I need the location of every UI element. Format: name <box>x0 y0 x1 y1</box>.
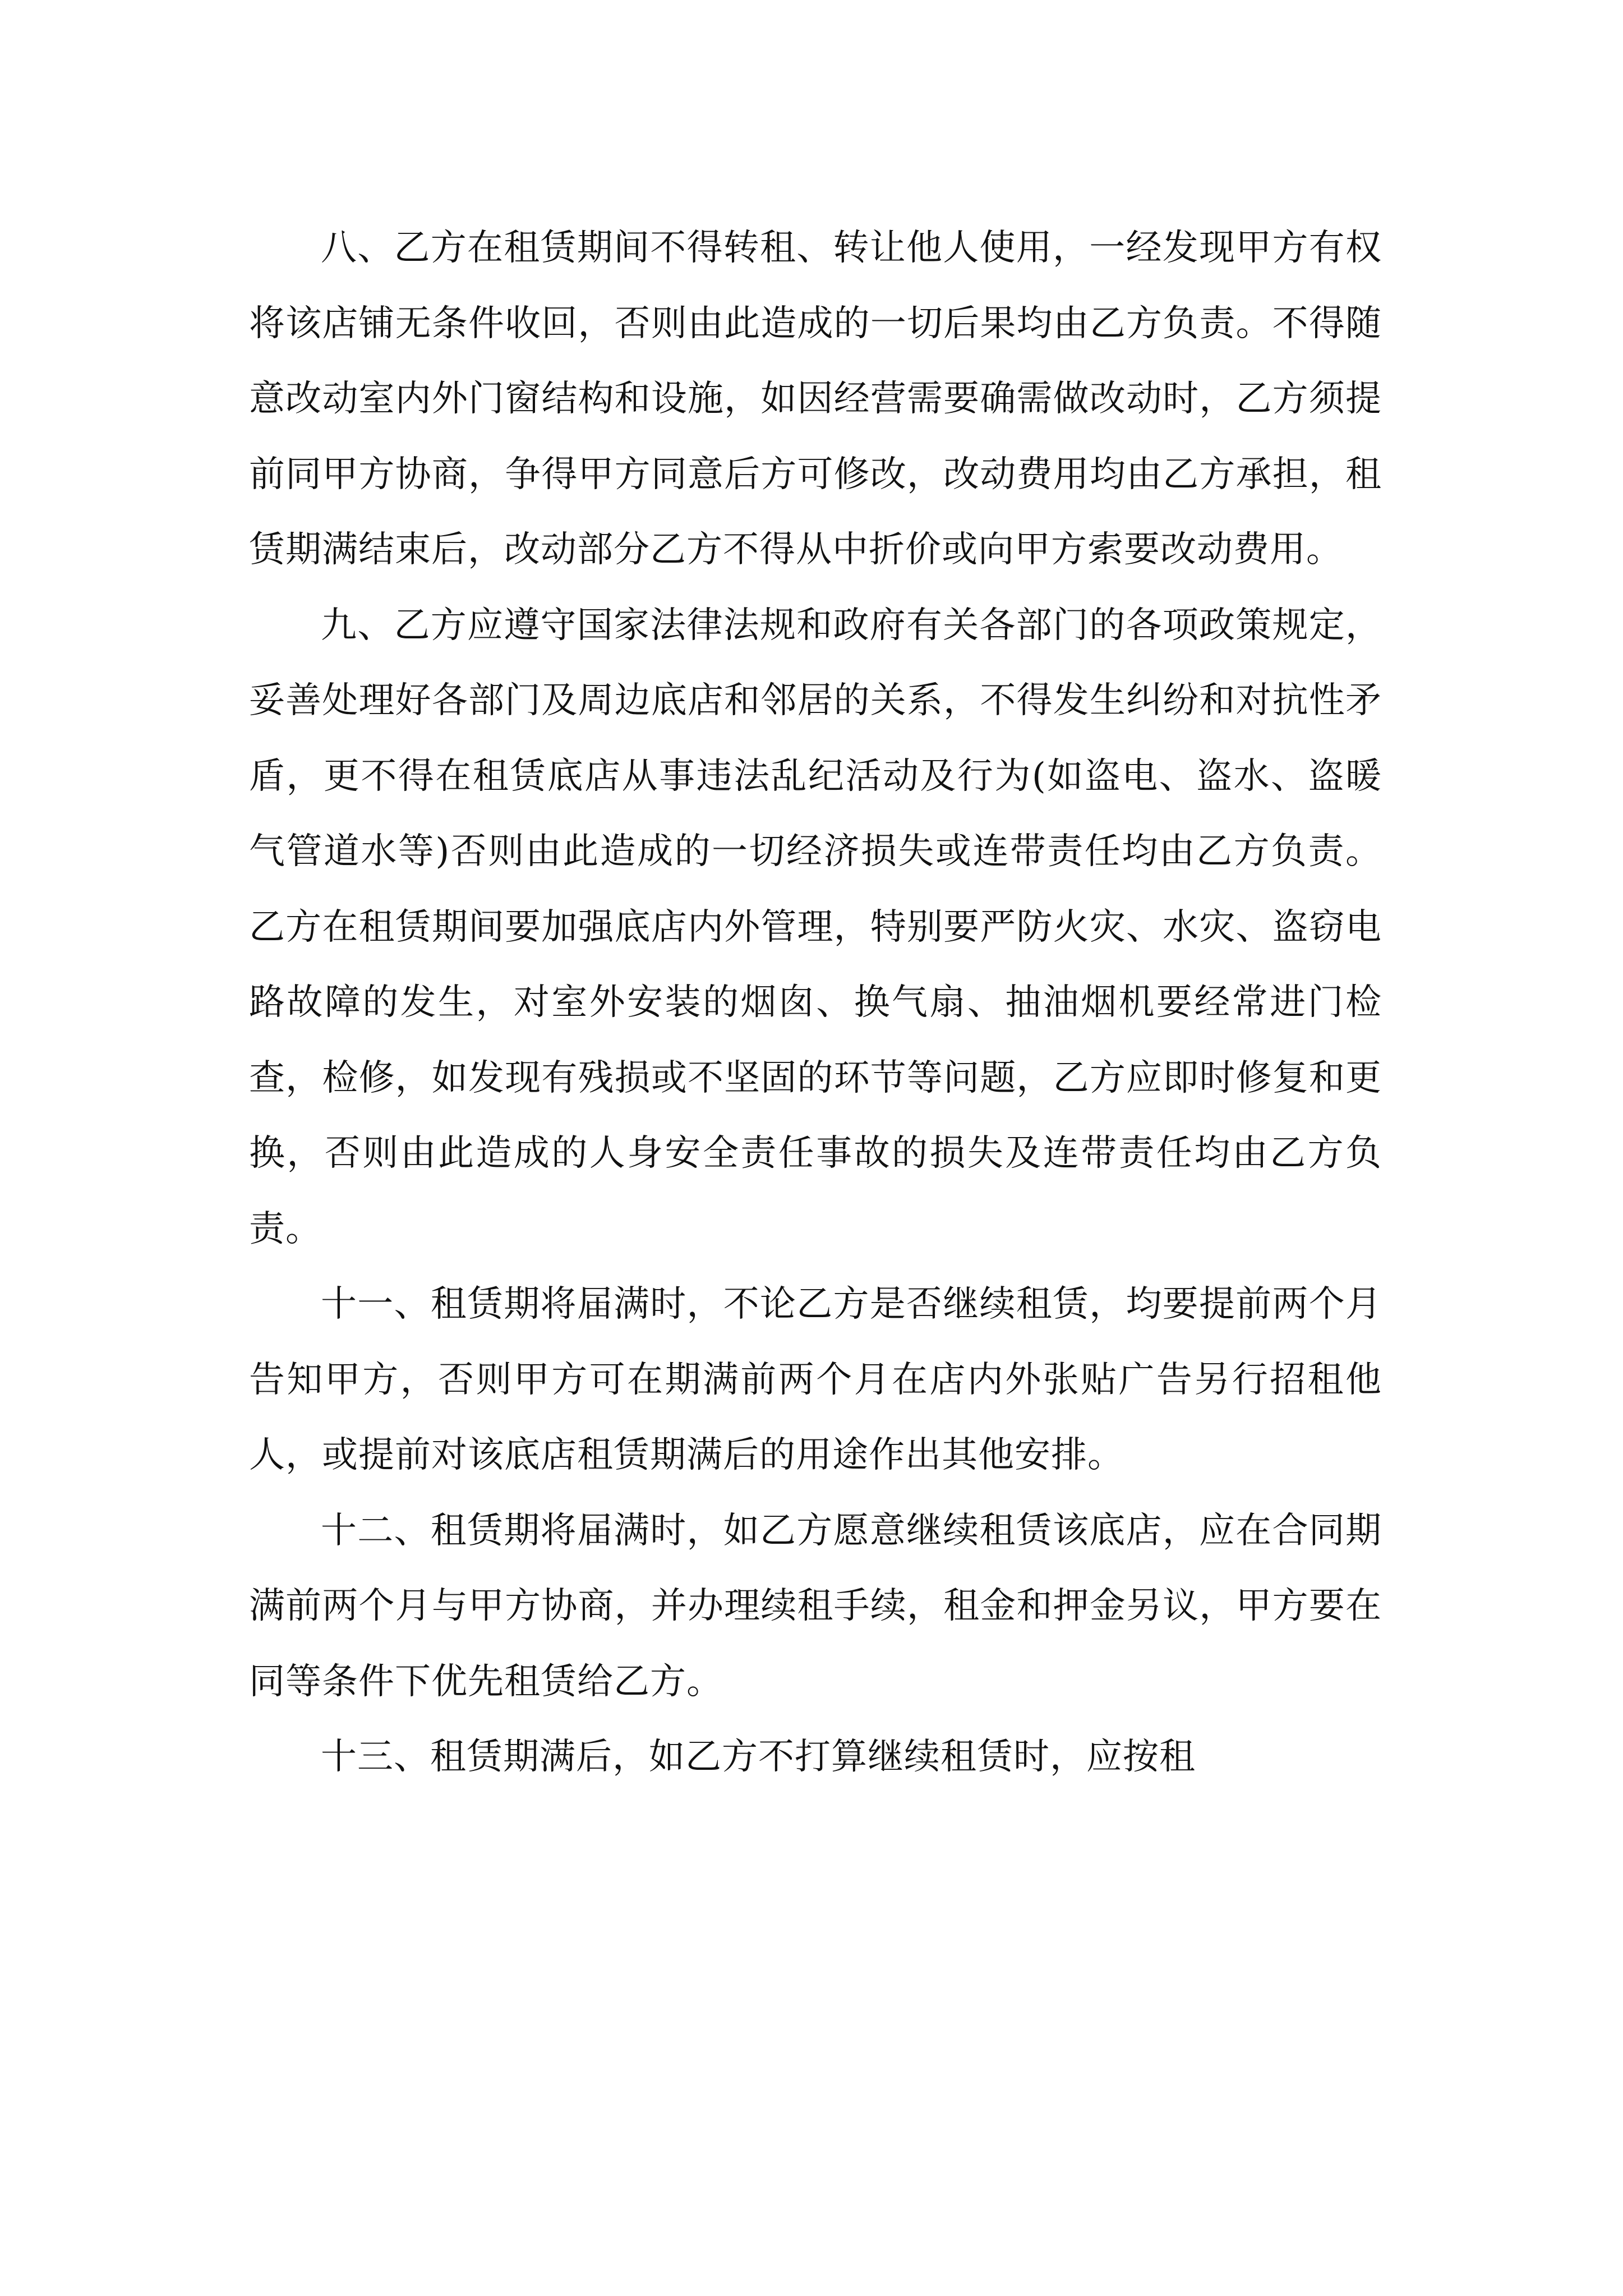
clause-12-paragraph: 十二、租赁期将届满时，如乙方愿意继续租赁该底店，应在合同期满前两个月与甲方协商，并办理续租手续，租金和押金另议，甲方要在同等条件下优先租赁给乙方。 <box>249 1510 1382 1703</box>
clause-8-paragraph: 八、乙方在租赁期间不得转租、转让他人使用，一经发现甲方有权将该店铺无条件收回，否则由此造成的一切后果均由乙方负责。不得随意改动室内外门窗结构和设施，如因经营需要确需做改动时，乙方须提前同甲方协商，争得甲方同意后方可修改，改动费用均由乙方承担，租赁期满结束后，改动部分乙方不得从中折价或向甲方索要改动费用。 <box>249 227 1382 570</box>
clause-9-paragraph: 九、乙方应遵守国家法律法规和政府有关各部门的各项政策规定，妥善处理好各部门及周边底店和邻居的关系，不得发生纠纷和对抗性矛盾，更不得在租赁底店从事违法乱纪活动及行为(如盗电、盗水、盗暖气管道水等)否则由此造成的一切经济损失或连带责任均由乙方负责。乙方在租赁期间要加强底店内外管理，特别要严防火灾、水灾、盗窃电路故障的发生，对室外安装的烟囱、换气扇、抽油烟机要经常进门检查，检修，如发现有残损或不坚固的环节等问题，乙方应即时修复和更换，否则由此造成的人身安全责任事故的损失及连带责任均由乙方负责。 <box>249 604 1382 1250</box>
clause-13-paragraph: 十三、租赁期满后，如乙方不打算继续租赁时，应按租 <box>321 1736 1196 1778</box>
document-body <box>249 210 1382 1795</box>
clause-11-paragraph: 十一、租赁期将届满时，不论乙方是否继续租赁，均要提前两个月告知甲方，否则甲方可在期满前两个月在店内外张贴广告另行招租他人，或提前对该底店租赁期满后的用途作出其他安排。 <box>249 1283 1382 1476</box>
